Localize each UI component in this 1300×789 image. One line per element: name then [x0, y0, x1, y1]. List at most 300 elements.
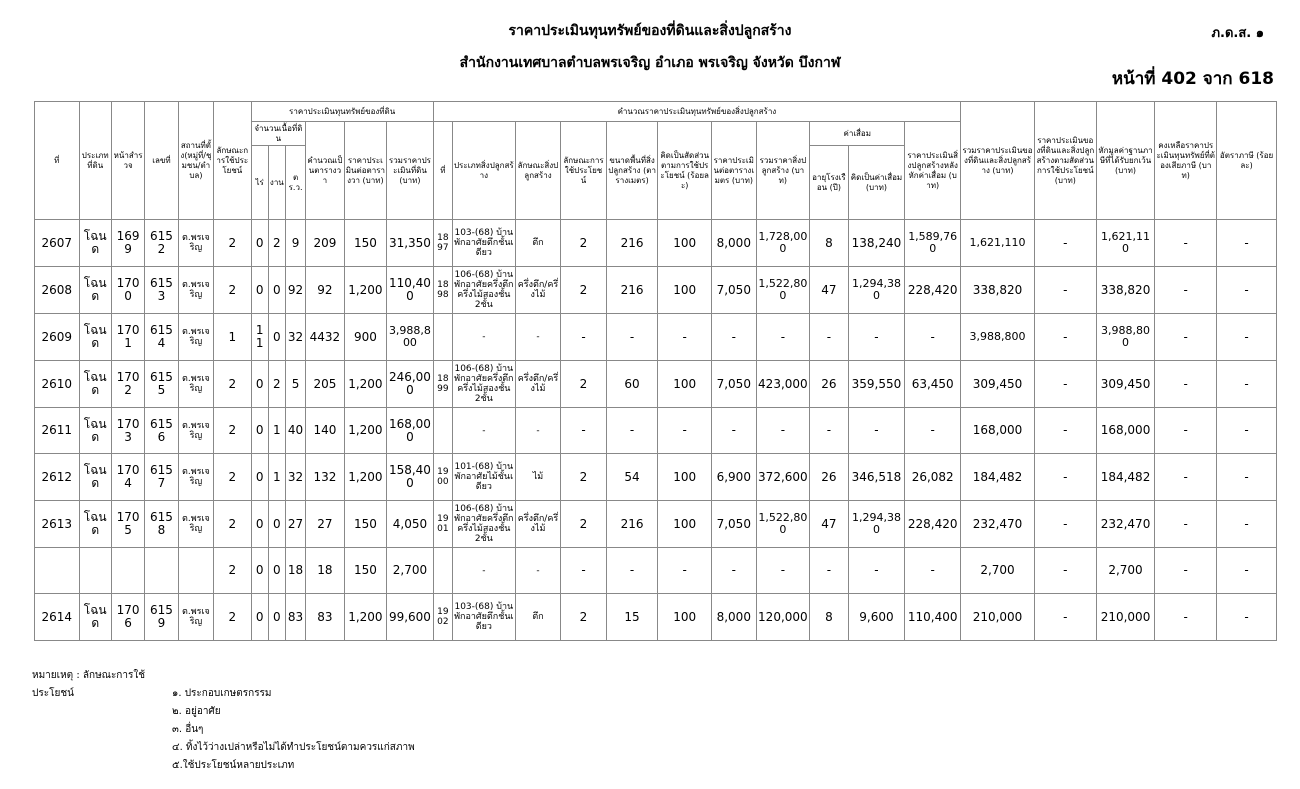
cell-rate: - [1217, 408, 1277, 454]
cell-bno: 1898 [433, 267, 452, 314]
cell-use: 2 [214, 267, 251, 314]
col-land-total: รวมราคาประเมินที่ดิน (บาท) [387, 122, 434, 220]
col-barea: ขนาดพื้นที่สิ่งปลูกสร้าง (ตารางเมตร) [606, 122, 658, 220]
cell-bpct: - [658, 314, 712, 361]
cell-ratio: - [1034, 594, 1096, 641]
cell-bnet: 110,400 [905, 594, 961, 641]
cell-bpct: 100 [658, 220, 712, 267]
cell-buse: - [561, 548, 607, 594]
cell-bnet: 1,589,760 [905, 220, 961, 267]
cell-bno [433, 314, 452, 361]
cell-deduct: 232,470 [1096, 501, 1155, 548]
cell-sum: 338,820 [961, 267, 1035, 314]
cell-num: 6156 [145, 408, 178, 454]
cell-bnet: 26,082 [905, 454, 961, 501]
cell-dep: - [848, 548, 905, 594]
cell-type [79, 548, 111, 594]
cell-bno: 1902 [433, 594, 452, 641]
cell-ngan: 0 [268, 314, 285, 361]
cell-btype: - [452, 314, 515, 361]
cell-rai: 0 [251, 361, 268, 408]
cell-sqwa: 27 [306, 501, 344, 548]
cell-btype: 106-(68) บ้านพักอาศัยครึ่งตึกครึ่งไม้สองชั้น 2ชั้น [452, 267, 515, 314]
cell-land: 3,988,800 [387, 314, 434, 361]
cell-price: 1,200 [344, 594, 387, 641]
table-row [35, 454, 1277, 501]
cell-wa: 18 [285, 548, 305, 594]
cell-bchar: ครึ่งตึก/ครึ่งไม้ [515, 267, 561, 314]
cell-no: 2614 [35, 594, 80, 641]
cell-btotal: - [756, 314, 810, 361]
cell-bprice: - [712, 408, 757, 454]
cell-wa: 32 [285, 454, 305, 501]
cell-bpct: 100 [658, 594, 712, 641]
cell-deduct: 184,482 [1096, 454, 1155, 501]
cell-age: 47 [810, 501, 848, 548]
cell-wa: 32 [285, 314, 305, 361]
cell-bno: 1899 [433, 361, 452, 408]
col-use: ลักษณะการใช้ประโยชน์ [214, 102, 251, 220]
cell-btotal: 1,522,800 [756, 267, 810, 314]
cell-rai: 0 [251, 501, 268, 548]
cell-no: 2609 [35, 314, 80, 361]
cell-wa: 5 [285, 361, 305, 408]
cell-page: 1703 [111, 408, 144, 454]
cell-bnet: - [905, 314, 961, 361]
cell-rai: 0 [251, 408, 268, 454]
cell-type: โฉนด [79, 267, 111, 314]
cell-sum: 2,700 [961, 548, 1035, 594]
cell-rai: 0 [251, 594, 268, 641]
note-item: ๕.ใช้ประโยชน์หลายประเภท [172, 760, 295, 771]
cell-btotal: 372,600 [756, 454, 810, 501]
table-row [35, 408, 1277, 454]
cell-type: โฉนด [79, 314, 111, 361]
cell-remain: - [1155, 361, 1217, 408]
note-item: ๑. ประกอบเกษตรกรรม [172, 688, 272, 699]
cell-buse: - [561, 314, 607, 361]
cell-sum: 168,000 [961, 408, 1035, 454]
cell-use: 2 [214, 408, 251, 454]
cell-age: 26 [810, 361, 848, 408]
cell-ngan: 1 [268, 408, 285, 454]
cell-age: 26 [810, 454, 848, 501]
cell-page: 1706 [111, 594, 144, 641]
document-title: ราคาประเมินทุนทรัพย์ของที่ดินและสิ่งปลูกสร้าง [508, 23, 792, 39]
cell-bpct: 100 [658, 454, 712, 501]
cell-bnet: 63,450 [905, 361, 961, 408]
cell-price: 1,200 [344, 267, 387, 314]
cell-ratio: - [1034, 220, 1096, 267]
col-buse: ลักษณะการใช้ประโยชน์ [561, 122, 607, 220]
cell-bprice: 8,000 [712, 220, 757, 267]
cell-bchar: ตึก [515, 220, 561, 267]
cell-wa: 92 [285, 267, 305, 314]
cell-wa: 83 [285, 594, 305, 641]
cell-page [111, 548, 144, 594]
cell-bpct: 100 [658, 501, 712, 548]
cell-bchar: ไม้ [515, 454, 561, 501]
cell-sum: 309,450 [961, 361, 1035, 408]
cell-barea: - [606, 408, 658, 454]
cell-price: 900 [344, 314, 387, 361]
cell-ratio: - [1034, 361, 1096, 408]
col-remain: คงเหลือราคาประเมินทุนทรัพย์ที่ต้องเสียภาษี (บาท) [1155, 102, 1217, 220]
cell-buse: 2 [561, 454, 607, 501]
cell-bno: 1901 [433, 501, 452, 548]
cell-bno: 1900 [433, 454, 452, 501]
cell-price: 150 [344, 220, 387, 267]
cell-bprice: 7,050 [712, 267, 757, 314]
cell-rai: 0 [251, 454, 268, 501]
cell-ngan: 0 [268, 594, 285, 641]
col-sqwa: คำนวณเป็นตารางวา [306, 122, 344, 220]
cell-wa: 40 [285, 408, 305, 454]
cell-ratio: - [1034, 408, 1096, 454]
cell-no [35, 548, 80, 594]
cell-sum: 3,988,800 [961, 314, 1035, 361]
cell-price: 150 [344, 501, 387, 548]
cell-bno: 1897 [433, 220, 452, 267]
col-bchar: ลักษณะสิ่งปลูกสร้าง [515, 122, 561, 220]
assessment-table [34, 101, 1277, 641]
cell-type: โฉนด [79, 220, 111, 267]
col-deduct: หักมูลค่าฐานภาษีที่ได้รับยกเว้น (บาท) [1096, 102, 1155, 220]
cell-num [145, 548, 178, 594]
cell-dep: 1,294,380 [848, 267, 905, 314]
cell-num: 6154 [145, 314, 178, 361]
col-wa: ตร.ว. [285, 146, 305, 220]
cell-btotal: - [756, 548, 810, 594]
cell-ratio: - [1034, 501, 1096, 548]
group-depreciation: ค่าเสื่อม [810, 122, 905, 146]
cell-buse: 2 [561, 594, 607, 641]
cell-sqwa: 4432 [306, 314, 344, 361]
col-no: ที่ [35, 102, 80, 220]
cell-bpct: - [658, 408, 712, 454]
cell-ratio: - [1034, 454, 1096, 501]
cell-remain: - [1155, 454, 1217, 501]
cell-loc: ต.พรเจริญ [178, 501, 213, 548]
cell-remain: - [1155, 267, 1217, 314]
cell-bchar: ครึ่งตึก/ครึ่งไม้ [515, 361, 561, 408]
cell-deduct: 210,000 [1096, 594, 1155, 641]
cell-num: 6159 [145, 594, 178, 641]
document-subtitle: สำนักงานเทศบาลตำบลพรเจริญ อำเภอ พรเจริญ จังหวัด บึงกาฬ [459, 55, 841, 71]
form-code: ภ.ด.ส. ๑ [1211, 26, 1264, 41]
cell-no: 2612 [35, 454, 80, 501]
cell-age: - [810, 314, 848, 361]
cell-ngan: 0 [268, 501, 285, 548]
cell-deduct: 3,988,800 [1096, 314, 1155, 361]
cell-btype: 103-(68) บ้านพักอาศัยตึกชั้นเดียว [452, 594, 515, 641]
cell-bprice: 7,050 [712, 361, 757, 408]
table-row [35, 220, 1277, 267]
cell-barea: 216 [606, 220, 658, 267]
cell-sqwa: 140 [306, 408, 344, 454]
cell-page: 1700 [111, 267, 144, 314]
table-row [35, 361, 1277, 408]
cell-bpct: 100 [658, 361, 712, 408]
cell-sum: 232,470 [961, 501, 1035, 548]
cell-land: 158,400 [387, 454, 434, 501]
col-btype: ประเภทสิ่งปลูกสร้าง [452, 122, 515, 220]
cell-rai: 0 [251, 267, 268, 314]
cell-btype: 106-(68) บ้านพักอาศัยครึ่งตึกครึ่งไม้สองชั้น 2ชั้น [452, 361, 515, 408]
cell-barea: 54 [606, 454, 658, 501]
notes-label: หมายเหตุ : ลักษณะการใช้ประโยชน์ [32, 670, 146, 699]
cell-num: 6153 [145, 267, 178, 314]
cell-bprice: 7,050 [712, 501, 757, 548]
table-row [35, 267, 1277, 314]
cell-no: 2607 [35, 220, 80, 267]
cell-num: 6158 [145, 501, 178, 548]
cell-remain: - [1155, 548, 1217, 594]
cell-ngan: 1 [268, 454, 285, 501]
cell-bchar: - [515, 314, 561, 361]
col-ratio: ราคาประเมินของที่ดินและสิ่งปลูกสร้างตามสัดส่วนการใช้ประโยชน์ (บาท) [1034, 102, 1096, 220]
cell-price: 1,200 [344, 408, 387, 454]
cell-land: 31,350 [387, 220, 434, 267]
table-row [35, 501, 1277, 548]
col-rate: อัตราภาษี (ร้อยละ) [1217, 102, 1277, 220]
cell-btotal: - [756, 408, 810, 454]
cell-loc: ต.พรเจริญ [178, 220, 213, 267]
cell-sum: 210,000 [961, 594, 1035, 641]
cell-btype: - [452, 548, 515, 594]
cell-btype: 106-(68) บ้านพักอาศัยครึ่งตึกครึ่งไม้สองชั้น 2ชั้น [452, 501, 515, 548]
cell-type: โฉนด [79, 361, 111, 408]
cell-bnet: 228,420 [905, 501, 961, 548]
group-land: ราคาประเมินทุนทรัพย์ของที่ดิน [251, 102, 433, 122]
cell-sum: 1,621,110 [961, 220, 1035, 267]
cell-ngan: 0 [268, 548, 285, 594]
col-dep: คิดเป็นค่าเสื่อม (บาท) [848, 146, 905, 220]
table-row [35, 594, 1277, 641]
cell-loc: ต.พรเจริญ [178, 454, 213, 501]
cell-btotal: 423,000 [756, 361, 810, 408]
cell-page: 1705 [111, 501, 144, 548]
cell-remain: - [1155, 408, 1217, 454]
cell-use: 2 [214, 594, 251, 641]
cell-ratio: - [1034, 314, 1096, 361]
cell-rate: - [1217, 361, 1277, 408]
cell-bnet: - [905, 408, 961, 454]
cell-barea: - [606, 314, 658, 361]
cell-land: 2,700 [387, 548, 434, 594]
cell-no: 2611 [35, 408, 80, 454]
group-area: จำนวนเนื้อที่ดิน [251, 122, 306, 146]
cell-land: 99,600 [387, 594, 434, 641]
cell-deduct: 168,000 [1096, 408, 1155, 454]
cell-price: 150 [344, 548, 387, 594]
group-building: คำนวณราคาประเมินทุนทรัพย์ของสิ่งปลูกสร้าง [433, 102, 960, 122]
note-item: ๒. อยู่อาศัย [172, 706, 221, 717]
cell-btotal: 1,522,800 [756, 501, 810, 548]
cell-no: 2610 [35, 361, 80, 408]
cell-rai: 11 [251, 314, 268, 361]
col-sum: รวมราคาประเมินของที่ดินและสิ่งปลูกสร้าง (บาท) [961, 102, 1035, 220]
cell-buse: 2 [561, 361, 607, 408]
table-row [35, 314, 1277, 361]
cell-barea: 216 [606, 267, 658, 314]
cell-sum: 184,482 [961, 454, 1035, 501]
note-item: ๓. อื่นๆ [172, 724, 204, 735]
cell-bprice: 8,000 [712, 594, 757, 641]
cell-type: โฉนด [79, 454, 111, 501]
cell-page: 1699 [111, 220, 144, 267]
col-ngan: งาน [268, 146, 285, 220]
cell-age: - [810, 548, 848, 594]
cell-rate: - [1217, 220, 1277, 267]
cell-remain: - [1155, 501, 1217, 548]
cell-page: 1702 [111, 361, 144, 408]
col-age: อายุโรงเรือน (ปี) [810, 146, 848, 220]
cell-loc: ต.พรเจริญ [178, 594, 213, 641]
cell-rate: - [1217, 594, 1277, 641]
cell-num: 6155 [145, 361, 178, 408]
cell-wa: 9 [285, 220, 305, 267]
cell-loc: ต.พรเจริญ [178, 267, 213, 314]
cell-ngan: 2 [268, 361, 285, 408]
cell-rate: - [1217, 454, 1277, 501]
cell-age: 47 [810, 267, 848, 314]
cell-wa: 27 [285, 501, 305, 548]
cell-use: 2 [214, 501, 251, 548]
cell-btotal: 1,728,000 [756, 220, 810, 267]
cell-dep: 1,294,380 [848, 501, 905, 548]
page-number: หน้าที่ 402 จาก 618 [1111, 69, 1274, 89]
cell-barea: - [606, 548, 658, 594]
table-header [35, 102, 1277, 220]
cell-bchar: ตึก [515, 594, 561, 641]
notes [32, 667, 415, 775]
cell-age: - [810, 408, 848, 454]
cell-dep: 359,550 [848, 361, 905, 408]
cell-btotal: 120,000 [756, 594, 810, 641]
cell-age: 8 [810, 594, 848, 641]
cell-bnet: 228,420 [905, 267, 961, 314]
col-land-type: ประเภทที่ดิน [79, 102, 111, 220]
cell-dep: 9,600 [848, 594, 905, 641]
cell-remain: - [1155, 594, 1217, 641]
cell-bpct: - [658, 548, 712, 594]
col-bnet: ราคาประเมินสิ่งปลูกสร้างหลังหักค่าเสื่อม (บาท) [905, 122, 961, 220]
cell-price: 1,200 [344, 454, 387, 501]
cell-buse: 2 [561, 501, 607, 548]
cell-bprice: 6,900 [712, 454, 757, 501]
cell-use: 2 [214, 454, 251, 501]
col-price-sqwa: ราคาประเมินต่อตารางวา (บาท) [344, 122, 387, 220]
table-row [35, 548, 1277, 594]
cell-btype: 101-(68) บ้านพักอาศัยไม้ชั้นเดียว [452, 454, 515, 501]
cell-bchar: - [515, 548, 561, 594]
cell-buse: 2 [561, 267, 607, 314]
cell-type: โฉนด [79, 501, 111, 548]
cell-num: 6157 [145, 454, 178, 501]
cell-use: 2 [214, 361, 251, 408]
cell-barea: 60 [606, 361, 658, 408]
cell-remain: - [1155, 314, 1217, 361]
cell-rate: - [1217, 267, 1277, 314]
cell-rai: 0 [251, 548, 268, 594]
cell-rate: - [1217, 501, 1277, 548]
col-bpct: คิดเป็นสัดส่วนตามการใช้ประโยชน์ (ร้อยละ) [658, 122, 712, 220]
cell-type: โฉนด [79, 594, 111, 641]
cell-ngan: 0 [268, 267, 285, 314]
cell-use: 2 [214, 220, 251, 267]
cell-rate: - [1217, 548, 1277, 594]
cell-rate: - [1217, 314, 1277, 361]
cell-barea: 15 [606, 594, 658, 641]
cell-loc [178, 548, 213, 594]
cell-loc: ต.พรเจริญ [178, 361, 213, 408]
cell-deduct: 2,700 [1096, 548, 1155, 594]
cell-use: 2 [214, 548, 251, 594]
cell-land: 246,000 [387, 361, 434, 408]
cell-barea: 216 [606, 501, 658, 548]
cell-sqwa: 132 [306, 454, 344, 501]
col-bprice: ราคาประเมินต่อตารางเมตร (บาท) [712, 122, 757, 220]
cell-sqwa: 18 [306, 548, 344, 594]
cell-sqwa: 209 [306, 220, 344, 267]
cell-type: โฉนด [79, 408, 111, 454]
cell-land: 168,000 [387, 408, 434, 454]
cell-buse: - [561, 408, 607, 454]
cell-bprice: - [712, 314, 757, 361]
cell-loc: ต.พรเจริญ [178, 314, 213, 361]
cell-page: 1704 [111, 454, 144, 501]
table-body [35, 220, 1277, 641]
note-item: ๔. ทิ้งไว้ว่างเปล่าหรือไม่ได้ทำประโยชน์ตามควรแก่สภาพ [172, 742, 415, 753]
cell-btype: - [452, 408, 515, 454]
cell-btype: 103-(68) บ้านพักอาศัยตึกชั้นเดียว [452, 220, 515, 267]
cell-sqwa: 92 [306, 267, 344, 314]
cell-deduct: 309,450 [1096, 361, 1155, 408]
cell-bprice: - [712, 548, 757, 594]
cell-rai: 0 [251, 220, 268, 267]
cell-ratio: - [1034, 267, 1096, 314]
cell-buse: 2 [561, 220, 607, 267]
col-rai: ไร่ [251, 146, 268, 220]
cell-bno [433, 548, 452, 594]
cell-ratio: - [1034, 548, 1096, 594]
cell-deduct: 338,820 [1096, 267, 1155, 314]
cell-dep: 138,240 [848, 220, 905, 267]
cell-bnet: - [905, 548, 961, 594]
cell-age: 8 [810, 220, 848, 267]
cell-bno [433, 408, 452, 454]
cell-dep: 346,518 [848, 454, 905, 501]
cell-remain: - [1155, 220, 1217, 267]
cell-use: 1 [214, 314, 251, 361]
cell-ngan: 2 [268, 220, 285, 267]
col-page: หน้าสำรวจ [111, 102, 144, 220]
col-btotal: รวมราคาสิ่งปลูกสร้าง (บาท) [756, 122, 810, 220]
cell-bchar: - [515, 408, 561, 454]
col-bno: ที่ [433, 122, 452, 220]
cell-sqwa: 83 [306, 594, 344, 641]
cell-no: 2608 [35, 267, 80, 314]
col-location: สถานที่ตั้ง(หมู่ที่/ชุมชน/ตำบล) [178, 102, 213, 220]
cell-bpct: 100 [658, 267, 712, 314]
cell-no: 2613 [35, 501, 80, 548]
cell-sqwa: 205 [306, 361, 344, 408]
cell-loc: ต.พรเจริญ [178, 408, 213, 454]
cell-num: 6152 [145, 220, 178, 267]
cell-land: 4,050 [387, 501, 434, 548]
col-number: เลขที่ [145, 102, 178, 220]
